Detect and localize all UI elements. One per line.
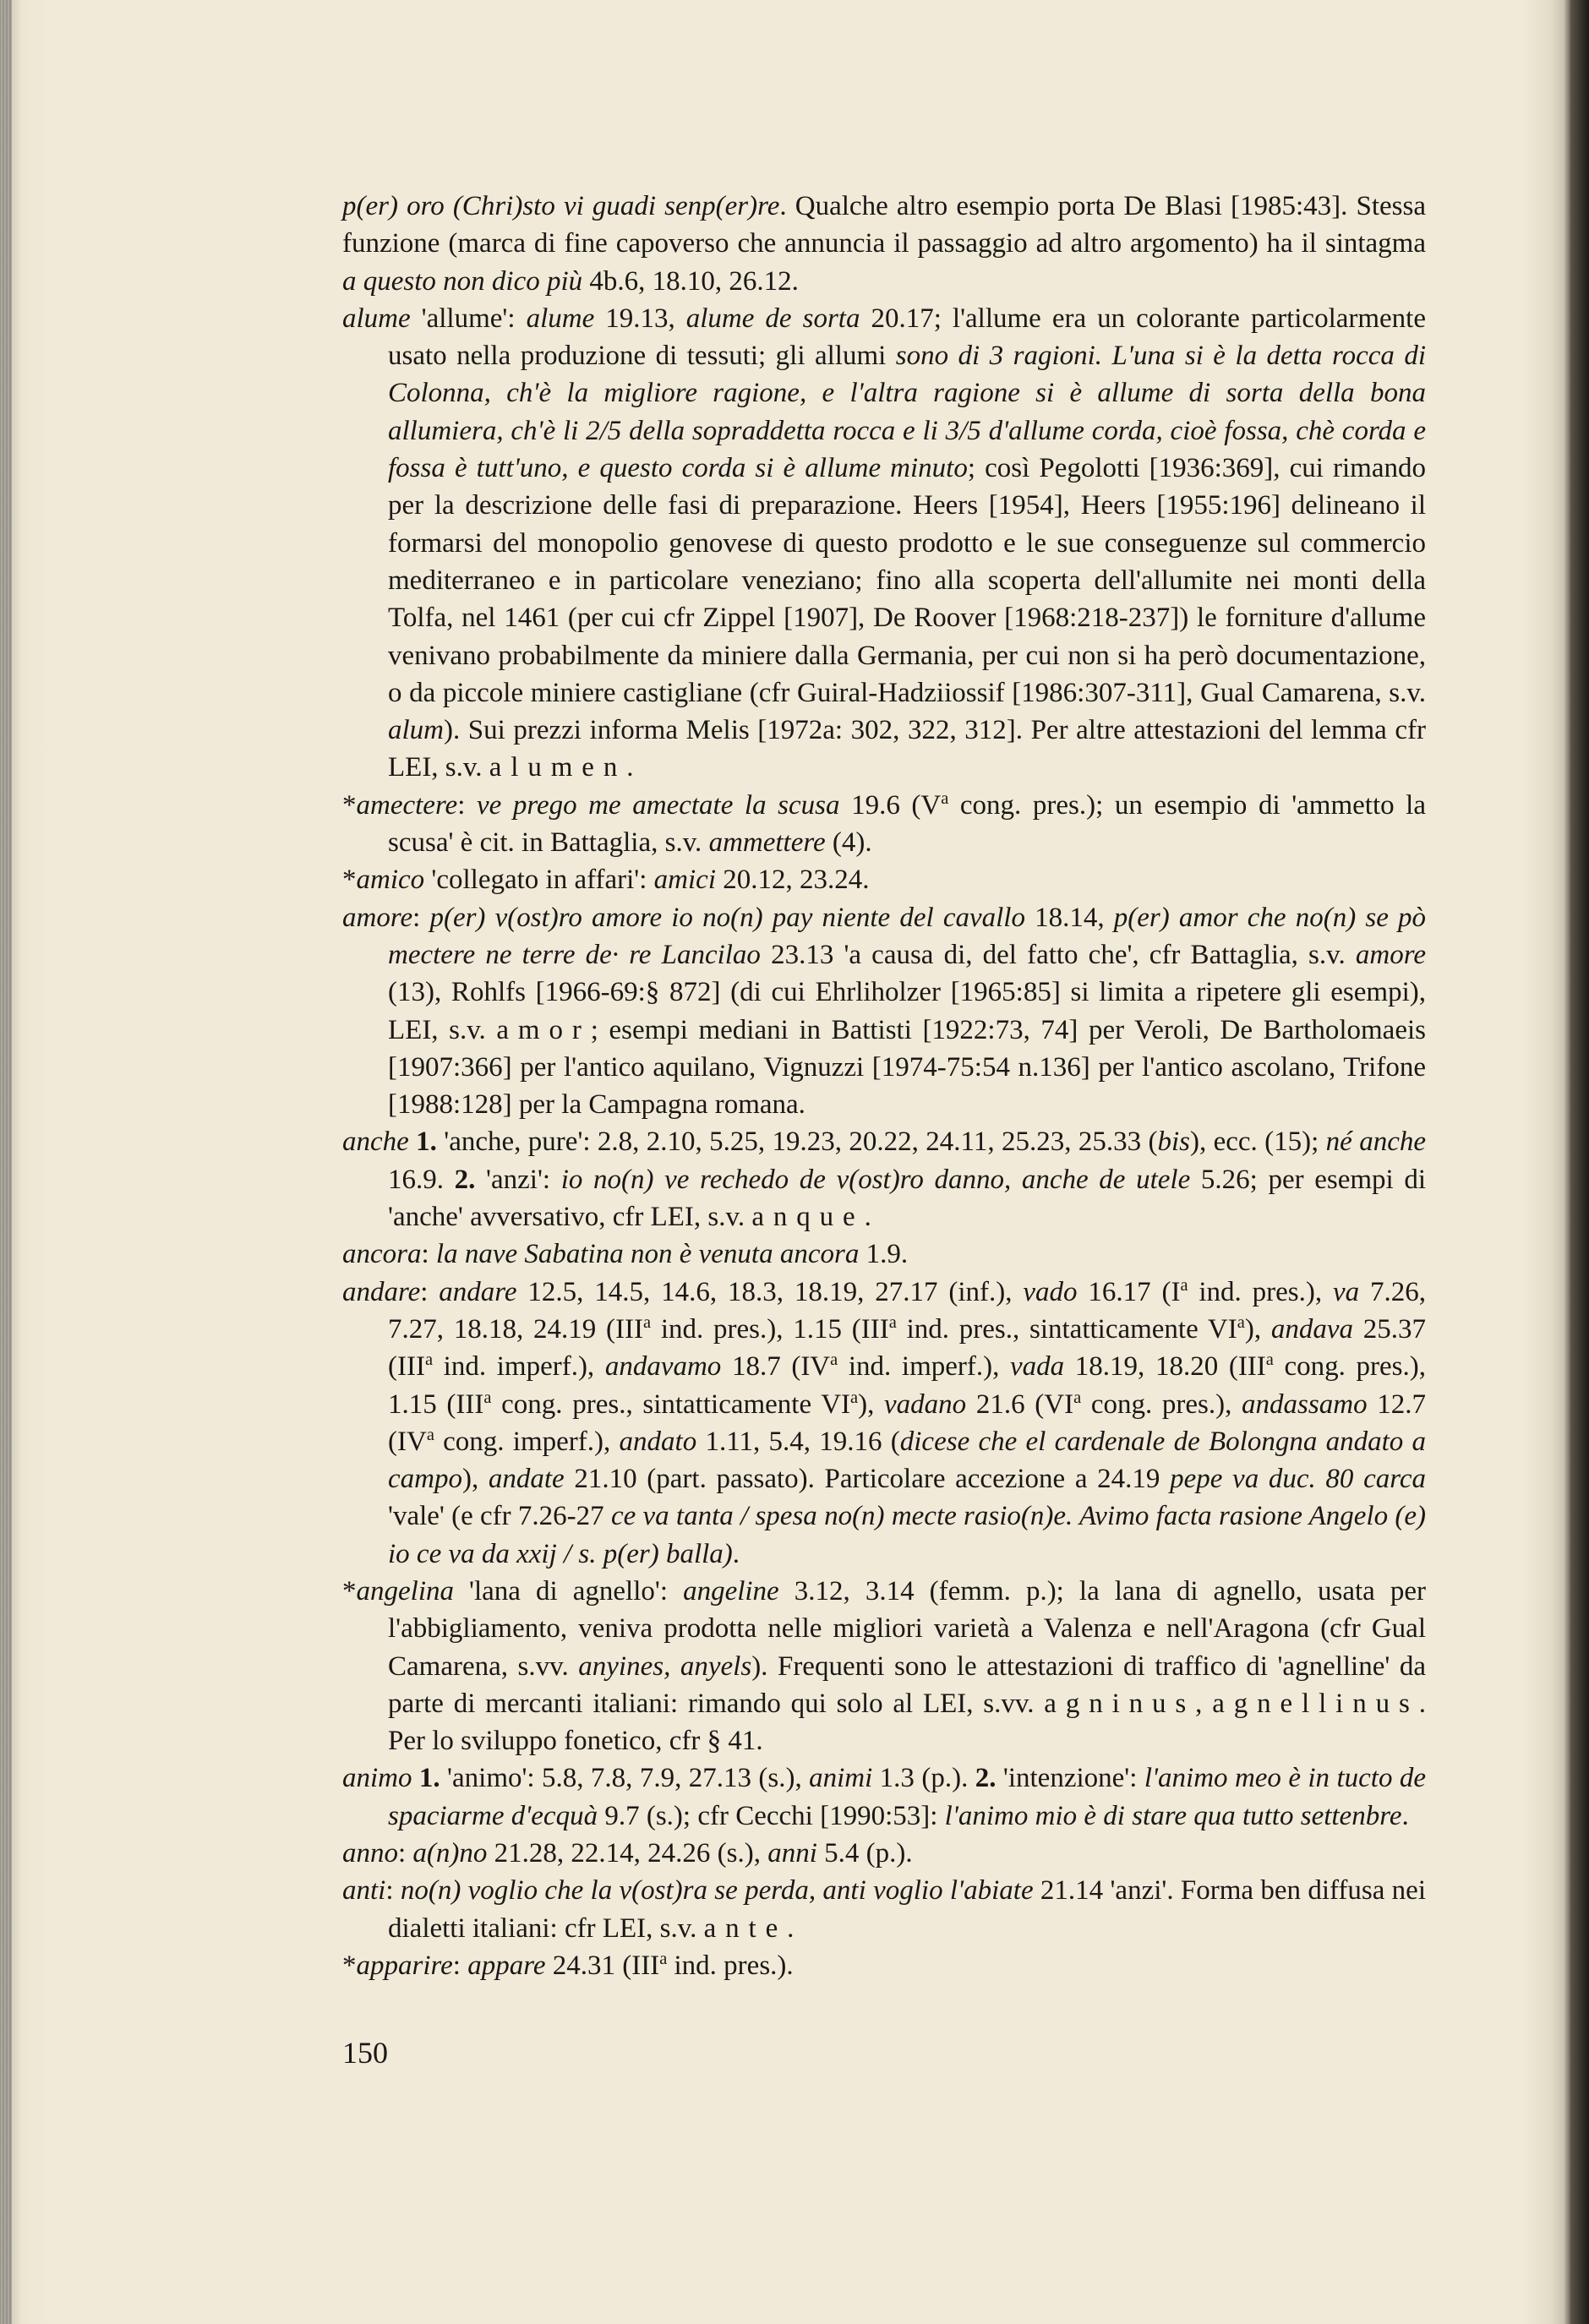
- entry-apparire: *apparire: appare 24.31 (III$^a$ ind. pres.).: [342, 1949, 794, 1981]
- entry-ancora: ancora: la nave Sabatina non è venuta ancora 1.9.: [342, 1239, 909, 1270]
- entry-amore: amore: p(er) v(ost)ro amore io no(n) pay niente del cavallo 18.14, p(er) amor che no(n) se pò mectere ne terre de· re Lancilao 23.13 'a causa di, del fatto che', cfr Battaglia, s.v. amore (13), Rohlfs [1966-69:§ 872] (di cui Ehrliholzer [1965:85] si limita a ripetere gli esempi), LEI, s.v. amor; esempi mediani in Battisti [1922:73, 74] per Veroli, De Bartholomaeis [1907:366] per l'antico aquilano, Vignuzzi [1974-75:54 n.136] per l'antico ascolano, Trifone [1988:128] per la Campagna romana.: [342, 902, 1426, 1121]
- entry-anti: anti: no(n) voglio che la v(ost)ra se perda, anti voglio l'abiate 21.14 'anzi'. Forma ben diffusa nei dialetti italiani: cfr LEI, s.v. ante.: [342, 1875, 1426, 1944]
- entry-amectere: *amectere: ve prego me amectate la scusa 19.6 ($V^a$ cong. pres.); un esempio di 'ammetto la scusa' è cit. in Battaglia, s.v. ammettere (4).: [342, 788, 1426, 859]
- entry-amico: *amico 'collegato in affari': amici 20.12, 23.24.: [342, 865, 870, 896]
- entry-anche: anche 1. 'anche, pure': 2.8, 2.10, 5.25, 19.23, 20.22, 24.11, 25.23, 25.33 (bis), ecc. (15); né anche 16.9. 2. 'anzi': io no(n) ve rechedo de v(ost)ro danno, anche de utele 5.26; per esempi di 'anche' avversativo, cfr LEI, s.v. anque.: [342, 1127, 1427, 1233]
- page-stack-right-edge: [1570, 0, 1589, 2324]
- entry-animo: animo 1. 'animo': 5.8, 7.8, 7.9, 27.13 (s.), animi 1.3 (p.). 2. 'intenzione': l'animo meo è in tucto de spaciarme d'ecquà 9.7 (s.); cfr Cecchi [1990:53]: l'animo mio è di stare qua tutto settenbre.: [342, 1763, 1426, 1831]
- entry-continuation: p(er) oro (Chri)sto vi guadi senp(er)re. Qualche altro esempio porta De Blasi [1985:43]. Stessa funzione (marca di fine capoverso che annuncia il passaggio ad altro argomento) ha il sintagma a questo non dico più 4b.6, 18.10, 26.12.: [342, 191, 1427, 297]
- entry-andare: andare: andare 12.5, 14.5, 14.6, 18.3, 18.19, 27.17 (inf.), vado 16.17 ($I^a$ ind. pres.), va 7.26, 7.27, 18.18, 24.19 (III$^a$ ind. pres.), 1.15 (III$^a$ ind. pres., sintatticamente $VI^a$), andava 25.37 (III$^a$ ind. imperf.), andavamo 18.7 ($IV^a$ ind. imperf.), vada 18.19, 18.20 (III$^a$ cong. pres.), 1.15 (III$^a$ cong. pres., sintatticamente $VI^a$), vadano 21.6 ($VI^a$ cong. pres.), andassamo 12.7 ($IV^a$ cong. imperf.), andato 1.11, 5.4, 19.16 (dicese che el cardenale de Bolongna andato a campo), andate 21.10 (part. passato). Particolare accezione a 24.19 pepe va duc. 80 carca 'vale' (e cfr 7.26-27 ce va tanta / spesa no(n) mecte rasio(n)e. Avimo facta rasione Angelo (e) io ce va da xxij / s. p(er) balla).: [342, 1275, 1427, 1569]
- page-stack-left-edge: [0, 0, 12, 2324]
- page-number: 150: [342, 2036, 388, 2070]
- entry-alume: alume 'allume': alume 19.13, alume de sorta 20.17; l'allume era un colorante particolarmente usato nella produzione di tessuti; gli allumi sono di 3 ragioni. L'una si è la detta rocca di Colonna, ch'è la migliore ragione, e l'altra ragione si è allume di sorta della bona allumiera, ch'è li 2/5 della sopraddetta rocca e li 3/5 d'allume corda, cioè fossa, chè corda e fossa è tutt'uno, e questo corda si è allume minuto; così Pegolotti [1936:369], cui rimando per la descrizione delle fasi di preparazione. Heers [1954], Heers [1955:196] delineano il formarsi del monopolio genovese di questo prodotto e le sue conseguenze sul commercio mediterraneo e in particolare veneziano; fino alla scoperta dell'allumite nei monti della Tolfa, nel 1461 (per cui cfr Zippel [1907], De Roover [1968:218-237]) le forniture d'allume venivano probabilmente da miniere dalla Germania, per cui non si ha però documentazione, o da piccole miniere castigliane (cfr Guiral-Hadziiossif [1986:307-311], Gual Camarena, s.v. alum). Sui prezzi informa Melis [1972a: 302, 322, 312]. Per altre attestazioni del lemma cfr LEI, s.v. alumen.: [342, 303, 1427, 783]
- glossary-body: [342, 188, 1426, 1984]
- entry-anno: anno: a(n)no 21.28, 22.14, 24.26 (s.), anni 5.4 (p.).: [342, 1838, 913, 1869]
- entry-angelina: *angelina 'lana di agnello': angeline 3.12, 3.14 (femm. p.); la lana di agnello, usata per l'abbigliamento, veniva prodotta nelle migliori varietà a Valenza e nell'Aragona (cfr Gual Camarena, s.vv. anyines, anyels). Frequenti sono le attestazioni di traffico di 'agnelline' da parte di mercanti italiani: rimando qui solo al LEI, s.vv. agninus, agnellinus. Per lo sviluppo fonetico, cfr § 41.: [342, 1575, 1427, 1757]
